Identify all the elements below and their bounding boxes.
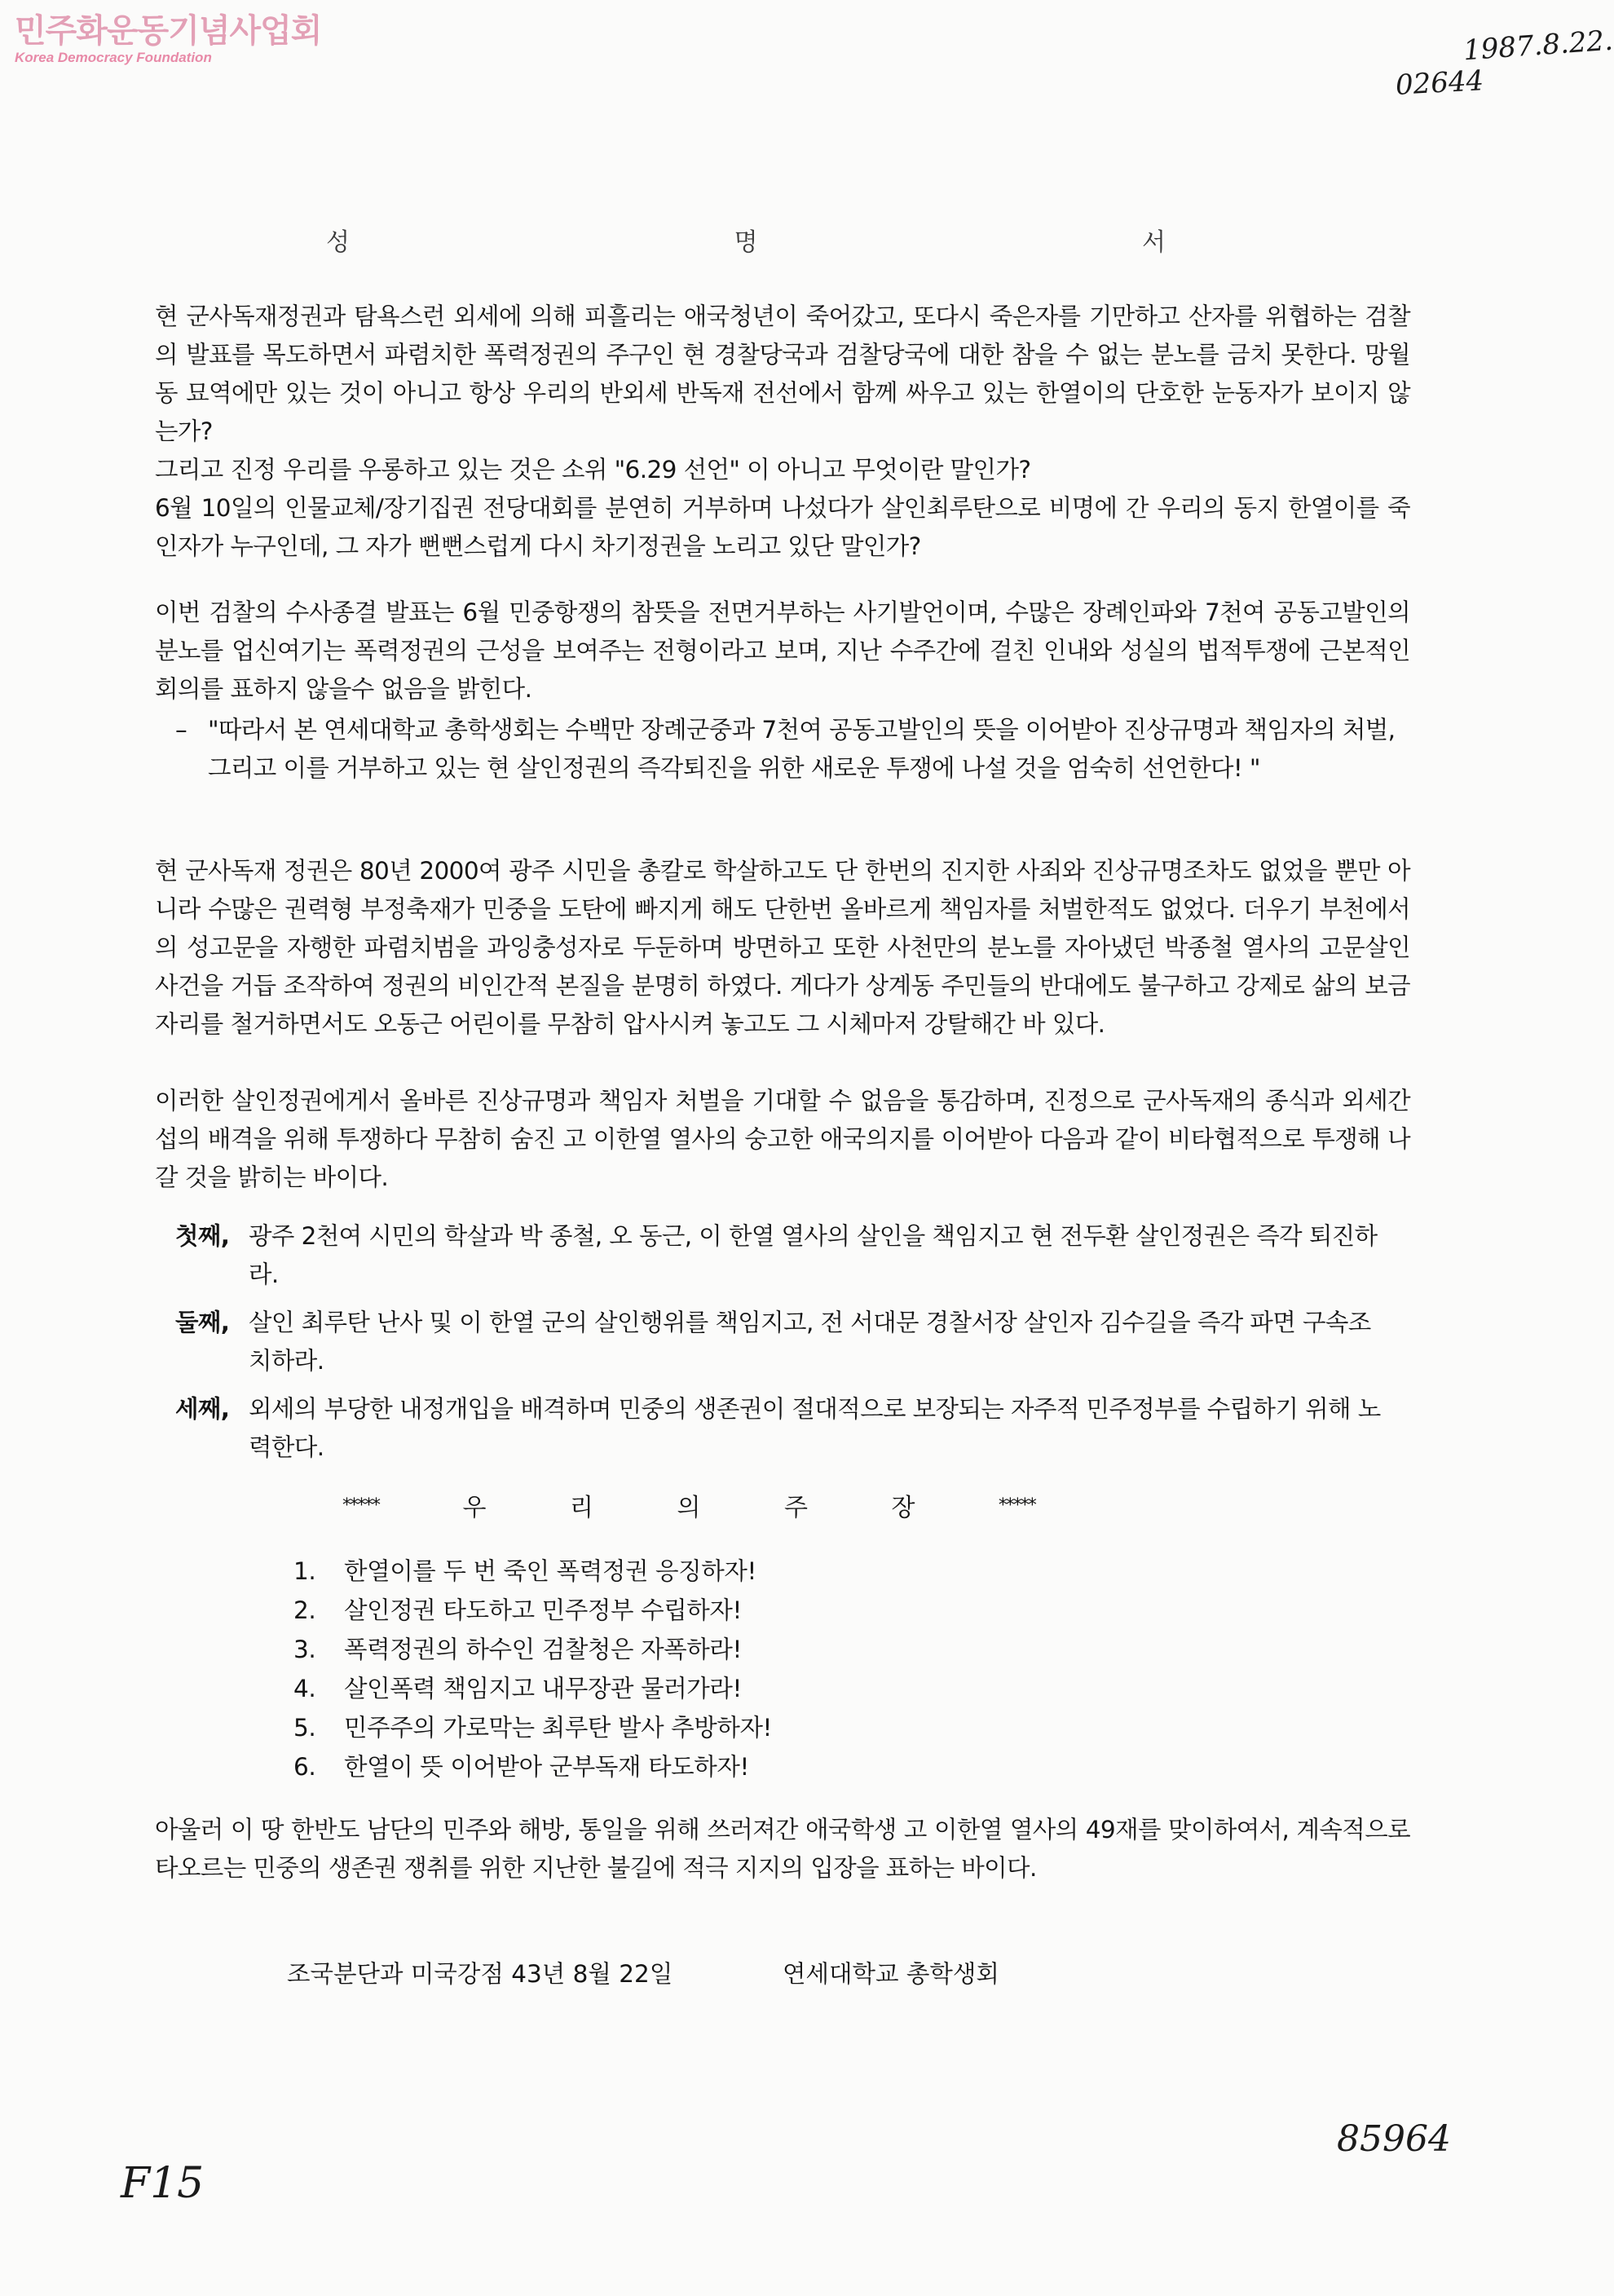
- claim-text: 살인폭력 책임지고 내무장관 물러가라!: [344, 1675, 742, 1702]
- paragraph-intro: 현 군사독재정권과 탐욕스런 외세에 의해 피흘리는 애국청년이 죽어갔고, 또다시 죽은자를 기만하고 산자를 위협하는 검찰의 발표를 목도하면서 파렴치한 폭력정권의 주구인 현 경찰당국과 검찰당국에 대한 참을 수 없는 분노를 금치 못한다. 망월동 묘역에만 있는 것이 아니고 항상 우리의 반외세 반독재 전선에서 함께 싸우고 있는 한열이의 단호한 눈동자가 보이지 않는가?: [155, 302, 1410, 445]
- title-char: 명: [734, 228, 758, 257]
- quote-dash: –: [175, 716, 187, 744]
- logo-korean: 민주화운동기념사업회: [15, 12, 322, 50]
- handwritten-file-mark: F15: [121, 2159, 205, 2208]
- statement-date: 조국분단과 미국강점 43년 8월 22일: [287, 1960, 673, 1988]
- logo-english: Korea Democracy Foundation: [15, 50, 212, 65]
- stars-left: *****: [342, 1495, 379, 1516]
- claims-title: [342, 1487, 1035, 1523]
- claims-list: [293, 1556, 772, 1790]
- declaration-quote: [175, 711, 1398, 788]
- claim-text: 폭력정권의 하수인 검찰청은 자폭하라!: [344, 1636, 742, 1663]
- claim-number: 6.: [293, 1753, 316, 1781]
- claim-text: 한열이 뜻 이어받아 군부독재 타도하자!: [344, 1753, 749, 1781]
- title-char: 성: [326, 228, 350, 257]
- paragraph-closing: 아울러 이 땅 한반도 남단의 민주와 해방, 통일을 위해 쓰러져간 애국학생 고 이한열 열사의 49재를 맞이하여서, 계속적으로 타오르는 민중의 생존권 쟁취를 위한 지난한 불길에 적극 지지의 입장을 표하는 바이다.: [155, 1816, 1410, 1882]
- claim-text: 민주주의 가로막는 최루탄 발사 추방하자!: [344, 1714, 772, 1742]
- claim-item: [293, 1556, 772, 1587]
- claim-text: 살인정권 타도하고 민주정부 수립하자!: [344, 1596, 742, 1624]
- demand-item: [175, 1390, 1390, 1467]
- paragraph-regime: 현 군사독재 정권은 80년 2000여 광주 시민을 총칼로 학살하고도 단 한번의 진지한 사죄와 진상규명조차도 없었을 뿐만 아니라 수많은 권력형 부정축재가 민중을 도탄에 빠지게 해도 단한번 올바르게 책임자를 처벌한적도 없었다. 더우기 부천에서의 성고문을 자행한 파렴치범을 과잉충성자로 두둔하며 방면하고 또한 사천만의 분노를 자아냈던 박종철 열사의 고문살인 사건을 거듭 조작하여 정권의 비인간적 본질을 분명히 하였다. 게다가 상계동 주민들의 반대에도 불구하고 강제로 삶의 보금자리를 철거하면서도 오동근 어린이를 무참히 압사시켜 놓고도 그 시체마저 강탈해간 바 있다.: [155, 857, 1410, 1038]
- document-title: [326, 222, 1166, 258]
- demand-ordinal: 둘째,: [175, 1309, 230, 1336]
- handwritten-code: 02644: [1395, 64, 1485, 102]
- paragraph-prosecution: 이번 검찰의 수사종결 발표는 6월 민중항쟁의 참뜻을 전면거부하는 사기발언이며, 수많은 장례인파와 7천여 공동고발인의 분노를 업신여기는 폭력정권의 근성을 보여주는 전형이라고 보며, 지난 수주간에 걸친 인내와 성실의 법적투쟁에 근본적인 회의를 표하지 않을수 없음을 밝힌다.: [155, 598, 1410, 703]
- claim-text: 한열이를 두 번 죽인 폭력정권 응징하자!: [344, 1557, 756, 1585]
- claim-item: [293, 1673, 772, 1705]
- signing-organization: 연세대학교 총학생회: [783, 1960, 999, 1988]
- claims-title-char: 리: [569, 1494, 593, 1522]
- claim-item: [293, 1751, 772, 1783]
- demand-text: 광주 2천여 시민의 학살과 박 종철, 오 동근, 이 한열 열사의 살인을 책임지고 현 전두환 살인정권은 즉각 퇴진하라.: [249, 1222, 1378, 1288]
- demand-text: 살인 최루탄 난사 및 이 한열 군의 살인행위를 책임지고, 전 서대문 경찰서장 살인자 김수길을 즉각 파면 구속조치하라.: [249, 1309, 1371, 1375]
- handwritten-number: 85964: [1337, 2118, 1451, 2160]
- demand-item: [175, 1304, 1390, 1380]
- claim-item: [293, 1712, 772, 1744]
- claim-number: 2.: [293, 1596, 316, 1624]
- claims-title-char: 장: [891, 1494, 915, 1522]
- claims-title-char: 주: [783, 1494, 808, 1522]
- stars-right: *****: [998, 1495, 1035, 1516]
- paragraph-june10: 6월 10일의 인물교체/장기집권 전당대회를 분연히 거부하며 나섰다가 살인최루탄으로 비명에 간 우리의 동지 한열이를 죽인자가 누구인데, 그 자가 뻔뻔스럽게 다시 차기정권을 노리고 있단 말인가?: [155, 494, 1410, 560]
- claim-number: 1.: [293, 1557, 316, 1585]
- claim-number: 4.: [293, 1675, 316, 1702]
- claims-title-char: 우: [462, 1494, 487, 1522]
- handwritten-date: 1987.8.22.: [1462, 24, 1614, 68]
- quote-text: "따라서 본 연세대학교 총학생회는 수백만 장례군중과 7천여 공동고발인의 뜻을 이어받아 진상규명과 책임자의 처벌, 그리고 이를 거부하고 있는 현 살인정권의 즉각퇴진을 위한 새로운 투쟁에 나설 것을 엄숙히 선언한다! ": [208, 716, 1396, 782]
- claim-item: [293, 1634, 772, 1666]
- demand-text: 외세의 부당한 내정개입을 배격하며 민중의 생존권이 절대적으로 보장되는 자주적 민주정부를 수립하기 위해 노력한다.: [249, 1395, 1381, 1461]
- demand-item: [175, 1217, 1390, 1294]
- claim-number: 5.: [293, 1714, 316, 1742]
- demand-ordinal: 첫째,: [175, 1222, 230, 1250]
- demands-list: [175, 1217, 1390, 1477]
- foundation-logo: [15, 13, 321, 67]
- demand-ordinal: 세째,: [175, 1395, 230, 1423]
- paragraph-resolution: 이러한 살인정권에게서 올바른 진상규명과 책임자 처벌을 기대할 수 없음을 통감하며, 진정으로 군사독재의 종식과 외세간섭의 배격을 위해 투쟁하다 무참히 숨진 고 이한열 열사의 숭고한 애국의지를 이어받아 다음과 같이 비타협적으로 투쟁해 나갈 것을 밝히는 바이다.: [155, 1087, 1410, 1191]
- claim-number: 3.: [293, 1636, 316, 1663]
- claims-title-char: 의: [677, 1494, 701, 1522]
- title-char: 서: [1142, 228, 1166, 257]
- claim-item: [293, 1595, 772, 1627]
- paragraph-629: 그리고 진정 우리를 우롱하고 있는 것은 소위 "6.29 선언" 이 아니고 무엇이란 말인가?: [155, 456, 1031, 483]
